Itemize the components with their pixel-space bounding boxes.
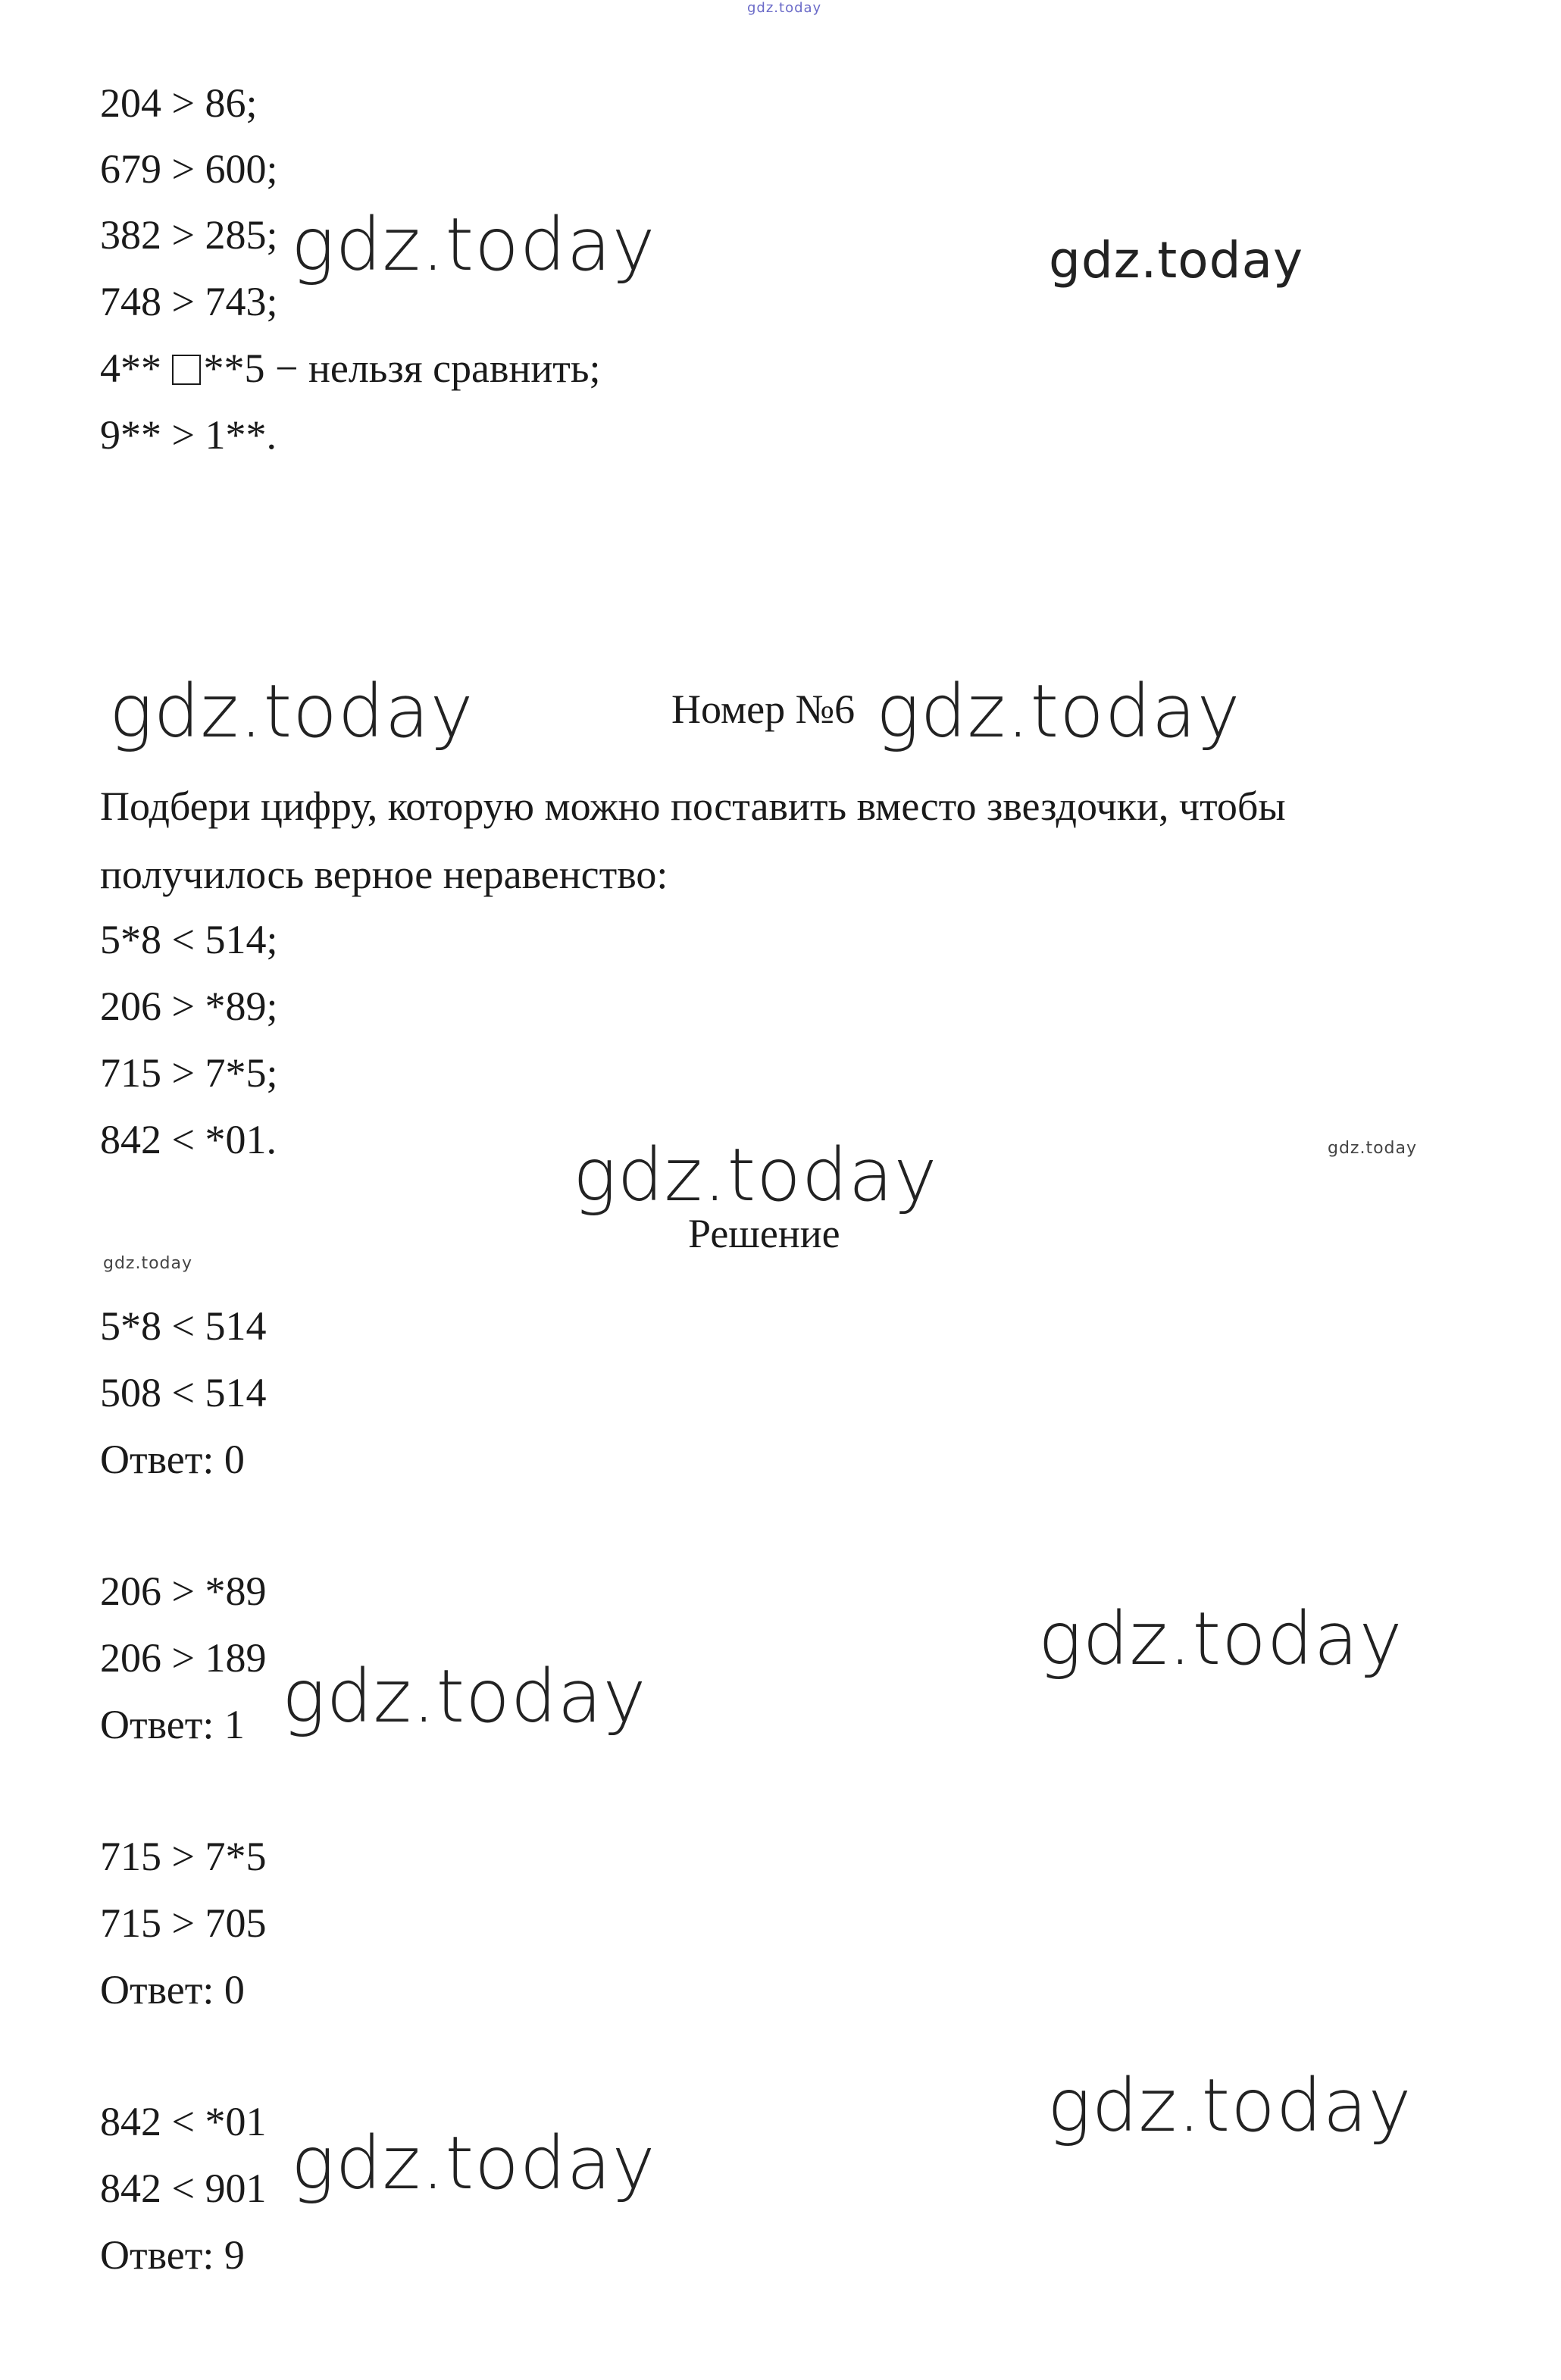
solution-filled: 842 < 901 — [100, 2166, 267, 2211]
solution-filled: 508 < 514 — [100, 1370, 267, 1415]
solution-answer: Ответ: 1 — [100, 1702, 245, 1747]
prev-answer-line: 382 > 285; — [100, 212, 278, 258]
task-item: 715 > 7*5; — [100, 1050, 278, 1096]
watermark: gdz.today — [103, 1254, 193, 1273]
solution-answer: Ответ: 9 — [100, 2232, 245, 2278]
prev-answer-text: 4** **5 − нельзя сравнить; — [100, 346, 601, 391]
task-text: получилось верное неравенство: — [100, 852, 668, 897]
task-number: Номер №6 — [671, 686, 856, 732]
prev-answer-line-incomparable — [100, 344, 601, 392]
solution-problem: 842 < *01 — [100, 2099, 267, 2144]
watermark: gdz.today — [1328, 1139, 1418, 1158]
task-text: Подбери цифру, которую можно поставить вместо звездочки, чтобы — [100, 783, 1286, 829]
task-item: 206 > *89; — [100, 984, 278, 1029]
watermark-top: gdz.today — [747, 0, 822, 16]
prev-answer-line: 679 > 600; — [100, 146, 278, 192]
prev-answer-line: 748 > 743; — [100, 279, 278, 324]
watermark: gdz.today — [109, 669, 474, 754]
watermark: gdz.today — [291, 2121, 656, 2206]
solution-answer: Ответ: 0 — [100, 1437, 245, 1482]
watermark: gdz.today — [291, 202, 656, 287]
watermark: gdz.today — [282, 1654, 647, 1739]
solution-problem: 5*8 < 514 — [100, 1303, 267, 1349]
watermark: gdz.today — [1049, 231, 1304, 289]
task-item: 5*8 < 514; — [100, 917, 278, 962]
solution-heading: Решение — [688, 1211, 840, 1256]
task-item: 842 < *01. — [100, 1117, 277, 1162]
solution-filled: 715 > 705 — [100, 1900, 267, 1946]
solution-problem: 715 > 7*5 — [100, 1834, 267, 1879]
prev-answer-line: 9** > 1**. — [100, 412, 277, 458]
watermark: gdz.today — [1038, 1597, 1403, 1681]
solution-filled: 206 > 189 — [100, 1635, 267, 1681]
solution-problem: 206 > *89 — [100, 1568, 267, 1614]
watermark: gdz.today — [573, 1133, 938, 1218]
solution-answer: Ответ: 0 — [100, 1967, 245, 2013]
square-symbol — [172, 355, 201, 385]
watermark: gdz.today — [1047, 2063, 1412, 2148]
prev-answer-line: 204 > 86; — [100, 80, 258, 126]
watermark: gdz.today — [876, 669, 1241, 754]
